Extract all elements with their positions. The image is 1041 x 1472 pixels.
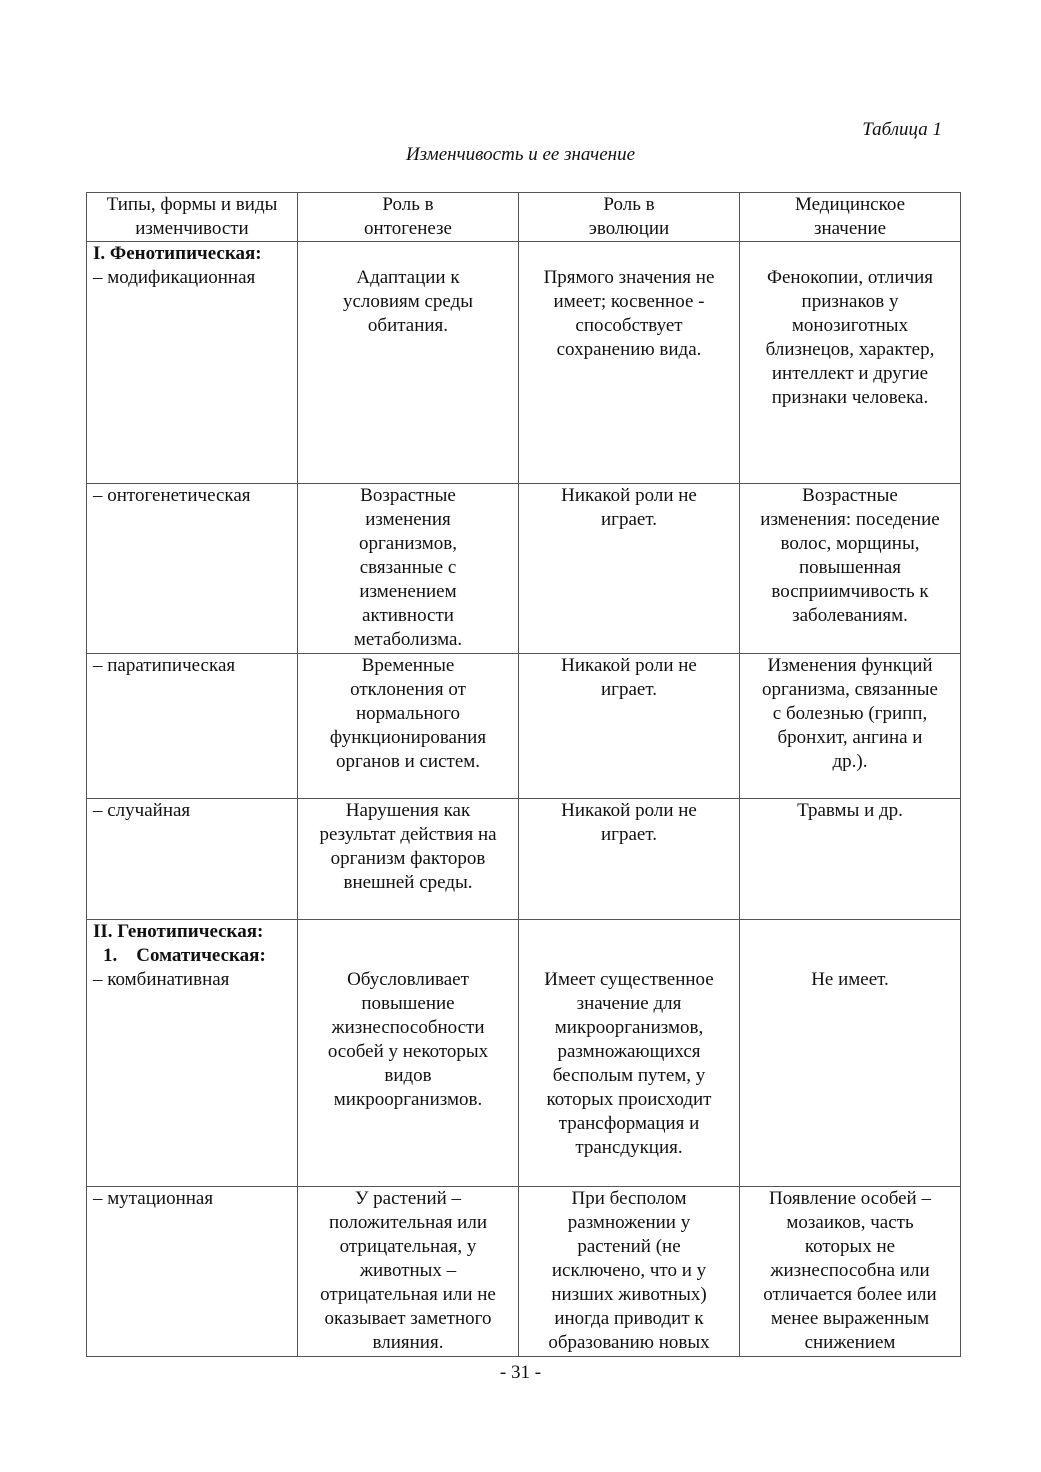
table-title: Изменчивость и ее значение xyxy=(405,144,636,165)
medical-cell: Не имеет. xyxy=(740,920,961,1187)
header-medical: Медицинское значение xyxy=(740,193,961,242)
section-genotypic: II. Генотипическая: xyxy=(93,921,264,942)
ontogenesis-cell: Адаптации к условиям среды обитания. xyxy=(298,242,519,484)
header-evolution: Роль в эволюции xyxy=(519,193,740,242)
medical-cell: Травмы и др. xyxy=(740,799,961,920)
type-cell xyxy=(87,1187,298,1357)
section-phenotypic: I. Фенотипическая: xyxy=(93,243,262,264)
section-somatic: 1. Соматическая: xyxy=(103,945,266,966)
type-modification: – модификационная xyxy=(93,267,256,288)
table-row xyxy=(87,484,961,654)
type-cell xyxy=(87,654,298,799)
table-row xyxy=(87,799,961,920)
medical-cell: Появление особей – мозаиков, часть которых не жизнеспособна или отличается более или менее выраженным снижением xyxy=(740,1187,961,1357)
header-row xyxy=(87,193,961,242)
type-random: – случайная xyxy=(93,800,191,821)
type-ontogenetic: – онтогенетическая xyxy=(93,485,251,506)
page-number: - 31 - xyxy=(499,1362,542,1383)
header-ontogenesis: Роль в онтогенезе xyxy=(298,193,519,242)
type-cell xyxy=(87,484,298,654)
header-types: Типы, формы и виды изменчивости xyxy=(87,193,298,242)
type-cell xyxy=(87,799,298,920)
evolution-cell: Никакой роли не играет. xyxy=(519,484,740,654)
ontogenesis-cell: Временные отклонения от нормального функционирования органов и систем. xyxy=(298,654,519,799)
table-row xyxy=(87,654,961,799)
medical-cell: Возрастные изменения: поседение волос, морщины, повышенная восприимчивость к заболеваниям. xyxy=(740,484,961,654)
type-cell xyxy=(87,242,298,484)
type-cell xyxy=(87,920,298,1187)
medical-cell: Изменения функций организма, связанные с болезнью (грипп, бронхит, ангина и др.). xyxy=(740,654,961,799)
variability-table xyxy=(86,192,961,1357)
table-row xyxy=(87,242,961,484)
evolution-cell: Имеет существенное значение для микроорганизмов, размножающихся бесполым путем, у которых происходит трансформация и трансдукция. xyxy=(519,920,740,1187)
evolution-cell: Никакой роли не играет. xyxy=(519,654,740,799)
type-paratypic: – паратипическая xyxy=(93,655,236,676)
ontogenesis-cell: Нарушения как результат действия на организм факторов внешней среды. xyxy=(298,799,519,920)
evolution-cell: Прямого значения не имеет; косвенное - способствует сохранению вида. xyxy=(519,242,740,484)
evolution-cell: Никакой роли не играет. xyxy=(519,799,740,920)
medical-cell: Фенокопии, отличия признаков у монозиготных близнецов, характер, интеллект и другие признаки человека. xyxy=(740,242,961,484)
table-row xyxy=(87,1187,961,1357)
table-row xyxy=(87,920,961,1187)
type-combinative: – комбинативная xyxy=(93,969,230,990)
ontogenesis-cell: У растений – положительная или отрицательная, у животных – отрицательная или не оказывает заметного влияния. xyxy=(298,1187,519,1357)
type-mutational: – мутационная xyxy=(93,1188,214,1209)
ontogenesis-cell: Обусловливает повышение жизнеспособности особей у некоторых видов микроорганизмов. xyxy=(298,920,519,1187)
ontogenesis-cell: Возрастные изменения организмов, связанные с изменением активности метаболизма. xyxy=(298,484,519,654)
evolution-cell: При бесполом размножении у растений (не исключено, что и у низших животных) иногда приводит к образованию новых xyxy=(519,1187,740,1357)
table-label: Таблица 1 xyxy=(862,119,942,140)
